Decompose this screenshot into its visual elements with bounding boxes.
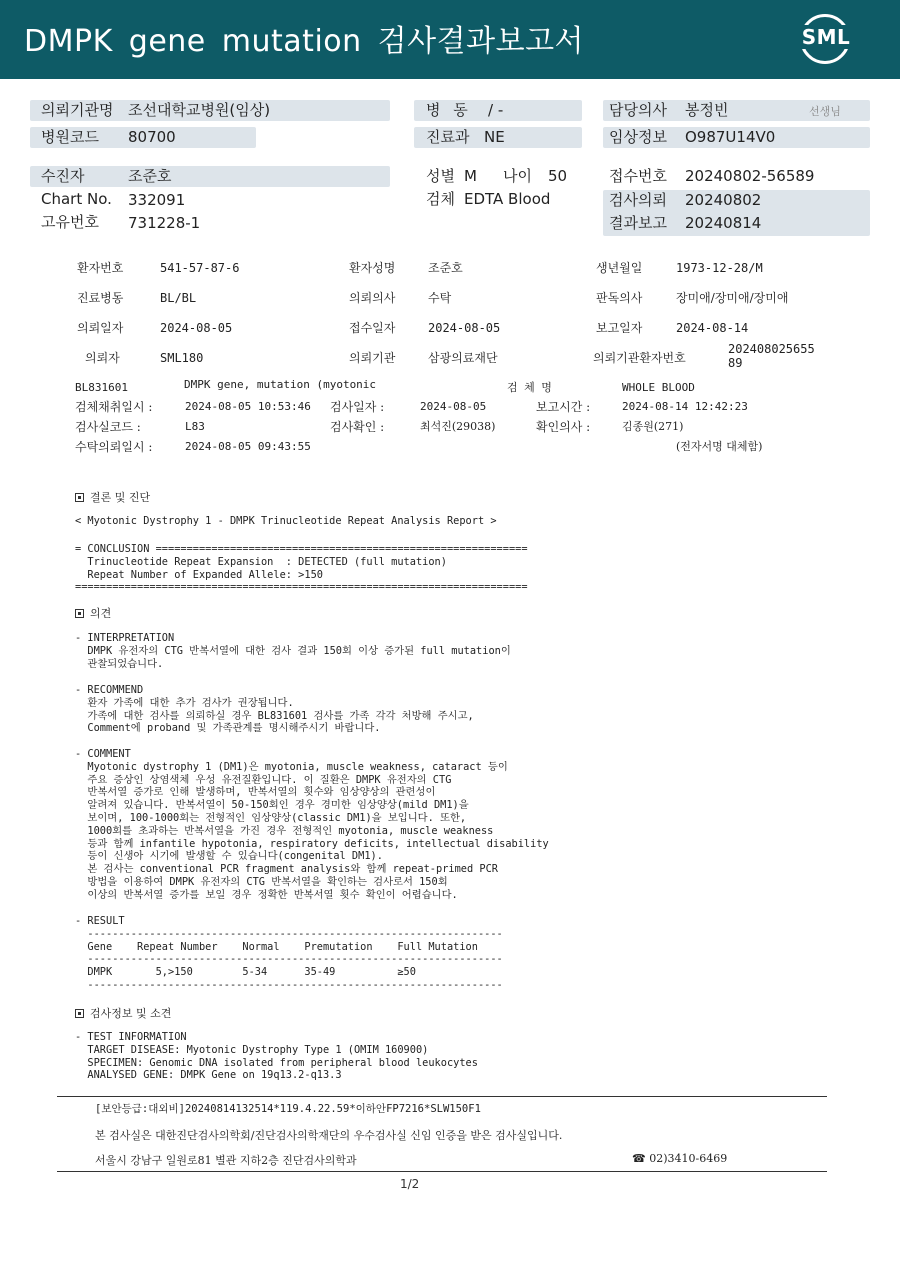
code-value: 80700 bbox=[128, 128, 176, 146]
clinical-value: O987U14V0 bbox=[685, 128, 776, 146]
chart-label: Chart No. bbox=[41, 190, 112, 208]
report-header bbox=[0, 0, 900, 79]
sub-r2-v3: 장미애/장미애/장미애 bbox=[676, 291, 789, 305]
exam-date-value: 2024-08-05 bbox=[420, 400, 487, 413]
req-value: 20240802 bbox=[685, 191, 762, 209]
footer-divider bbox=[57, 1096, 827, 1097]
section-square-icon bbox=[75, 609, 84, 618]
sub-r1-v1: 541-57-87-6 bbox=[160, 261, 240, 275]
sub-r3-v1: 2024-08-05 bbox=[160, 321, 233, 335]
report-time-label: 보고시간 : bbox=[536, 400, 591, 414]
doctor-value: 봉정빈 bbox=[685, 101, 729, 119]
clinical-label: 임상정보 bbox=[609, 128, 667, 146]
sub-r1-l1: 환자번호 bbox=[77, 261, 124, 275]
conclusion-block: = CONCLUSION ============================================================ Trinucleotide Repeat Expansion : DETECTED (full mutation) Repeat Number of Expanded Allele: >150 ========================================================================= bbox=[75, 543, 528, 594]
confirm-value: 최석진(29038) bbox=[420, 420, 496, 433]
esign-note: (전자서명 대체함) bbox=[676, 440, 763, 453]
section-testinfo-text: 검사정보 및 소견 bbox=[90, 1007, 172, 1020]
specimen-value: EDTA Blood bbox=[464, 190, 551, 208]
report-time-value: 2024-08-14 12:42:23 bbox=[622, 400, 748, 413]
doctor-suffix: 선생님 bbox=[809, 105, 841, 118]
age-value: 50 bbox=[548, 167, 568, 185]
section-conclusion-text: 결론 및 진단 bbox=[90, 491, 151, 504]
interpretation-block: - INTERPRETATION DMPK 유전자의 CTG 반복서열에 대한 검사 결과 150회 이상 증가된 full mutation이 관찰되었습니다. bbox=[75, 632, 511, 670]
sub-r3-v3: 2024-08-14 bbox=[676, 321, 749, 335]
outsource-value: 2024-08-05 09:43:55 bbox=[185, 440, 311, 453]
dept-label: 진료과 bbox=[426, 128, 470, 146]
sub-r4-l1: 의뢰자 bbox=[85, 351, 120, 365]
receipt-label: 접수번호 bbox=[609, 167, 667, 185]
sub-r2-v2: 수탁 bbox=[428, 291, 452, 305]
phone-line: ☎ 02)3410-6469 bbox=[632, 1152, 728, 1165]
req-label: 검사의뢰 bbox=[609, 191, 667, 209]
sub-r3-l3: 보고일자 bbox=[596, 321, 643, 335]
report-value: 20240814 bbox=[685, 214, 762, 232]
spec-value: WHOLE BLOOD bbox=[622, 381, 695, 394]
ward-label: 병 동 bbox=[426, 101, 468, 119]
report-title: DMPK gene mutation 검사결과보고서 bbox=[24, 24, 585, 59]
sub-r3-v2: 2024-08-05 bbox=[428, 321, 501, 335]
sub-r1-v3: 1973-12-28/M bbox=[676, 261, 763, 275]
report-label: 결과보고 bbox=[609, 214, 667, 232]
report-subtitle: < Myotonic Dystrophy 1 - DMPK Trinucleotide Repeat Analysis Report > bbox=[75, 515, 497, 527]
doctor-label: 담당의사 bbox=[609, 101, 667, 119]
age-label: 나이 bbox=[503, 167, 532, 185]
section-square-icon bbox=[75, 493, 84, 502]
result-block: - RESULT ------------------------------------------------------------------- Gene Repeat Number Normal Premutation Full Mutation ------------------------------------------------------------------- DMPK 5,>150 5-34 35-49 ≥50 ------------------------------------------------------------------- bbox=[75, 915, 503, 991]
sml-logo bbox=[796, 12, 856, 68]
sub-r2-v1: BL/BL bbox=[160, 291, 197, 305]
section-opinion-title bbox=[75, 605, 111, 621]
collect-label: 검체채취일시 : bbox=[75, 400, 153, 414]
sub-r2-l2: 의뢰의사 bbox=[349, 291, 396, 305]
certification-line: 본 검사실은 대한진단검사의학회/진단검사의학재단의 우수검사실 신임 인증을 받은 검사실입니다. bbox=[95, 1129, 563, 1142]
sub-r4-v2: 삼광의료재단 bbox=[428, 351, 498, 365]
security-line: [보안등급:대외비]20240814132514*119.4.22.59*이하안FP7216*SLW150F1 bbox=[95, 1103, 481, 1115]
section-opinion-text: 의견 bbox=[90, 607, 112, 620]
inst-label: 의뢰기관명 bbox=[41, 101, 114, 119]
sub-r4-l3: 의뢰기관환자번호 bbox=[593, 351, 686, 365]
sub-r2-l3: 판독의사 bbox=[596, 291, 643, 305]
code-label: 병원코드 bbox=[41, 128, 99, 146]
sex-value: M bbox=[464, 167, 477, 185]
confirm-dr-value: 김종원(271) bbox=[622, 420, 684, 433]
confirm-dr-label: 확인의사 : bbox=[536, 420, 591, 434]
collect-value: 2024-08-05 10:53:46 bbox=[185, 400, 311, 413]
logo-text: SML bbox=[796, 25, 856, 49]
sub-r1-v2: 조준호 bbox=[428, 261, 463, 275]
room-value: L83 bbox=[185, 420, 205, 433]
receipt-value: 20240802-56589 bbox=[685, 167, 815, 185]
uid-value: 731228-1 bbox=[128, 214, 201, 232]
page-number: 1/2 bbox=[400, 1177, 420, 1191]
room-label: 검사실코드 : bbox=[75, 420, 141, 434]
sub-r1-l3: 생년월일 bbox=[596, 261, 643, 275]
sex-label: 성별 bbox=[426, 167, 455, 185]
chart-value: 332091 bbox=[128, 191, 186, 209]
spec-label: 검 체 명 bbox=[507, 381, 552, 394]
uid-label: 고유번호 bbox=[41, 213, 99, 231]
recommend-block: - RECOMMEND 환자 가족에 대한 추가 검사가 권장됩니다. 가족에 대한 검사를 의뢰하실 경우 BL831601 검사를 가족 각각 처방해 주시고, Comment에 proband 및 가족관계를 명시해주시기 바랍니다. bbox=[75, 684, 474, 735]
exam-date-label: 검사일자 : bbox=[330, 400, 385, 414]
footer-divider-bottom bbox=[57, 1171, 827, 1172]
inst-value: 조선대학교병원(임상) bbox=[128, 101, 271, 119]
sub-r3-l2: 접수일자 bbox=[349, 321, 396, 335]
confirm-label: 검사확인 : bbox=[330, 420, 385, 434]
specimen-label: 검체 bbox=[426, 190, 455, 208]
test-name: DMPK gene, mutation (myotonic bbox=[184, 378, 377, 391]
section-conclusion-title bbox=[75, 489, 150, 505]
sub-r4-v1: SML180 bbox=[160, 351, 204, 365]
section-testinfo-title bbox=[75, 1005, 171, 1021]
sub-r4-v3: 20240802565589 bbox=[728, 342, 815, 370]
section-square-icon bbox=[75, 1009, 84, 1018]
sub-r2-l1: 진료병동 bbox=[77, 291, 124, 305]
ward-value: / - bbox=[488, 101, 504, 119]
address-line: 서울시 강남구 일원로81 별관 지하2층 진단검사의학과 bbox=[95, 1154, 357, 1167]
sub-r4-l2: 의뢰기관 bbox=[349, 351, 396, 365]
test-code: BL831601 bbox=[75, 381, 128, 394]
patient-label: 수진자 bbox=[41, 167, 85, 185]
comment-block: - COMMENT Myotonic dystrophy 1 (DM1)은 myotonia, muscle weakness, cataract 등이 주요 증상인 상염색체 우성 유전질환입니다. 이 질환은 DMPK 유전자의 CTG 반복서열 증가로 인해 발생하며, 반복서열의 횟수와 임상양상의 관련성이 알려져 있습니다. 반복서열이 50-150회인 경우 경미한 임상양상(mild DM1)을 보이며, 100-1000회는 전형적인 임상양상(classic DM1)을 보입니다. 또한, 1000회를 초과하는 반복서열을 가진 경우 전형적인 myotonia, muscle weakness 등과 함께 infantile hypotonia, respiratory deficits, intellectual disability 등이 신생아 시기에 발생할 수 있습니다(congenital DM1). 본 검사는 conventional PCR fragment analysis와 함께 repeat-primed PCR 방법을 이용하여 DMPK 유전자의 CTG 반복서열을 확인하는 검사로서 150회 이상의 반복서열 증가를 보일 경우 정확한 반복서열 횟수 확인이 어렵습니다. bbox=[75, 748, 549, 901]
dept-value: NE bbox=[484, 128, 505, 146]
sub-r1-l2: 환자성명 bbox=[349, 261, 396, 275]
outsource-label: 수탁의뢰일시 : bbox=[75, 440, 153, 454]
sub-r3-l1: 의뢰일자 bbox=[77, 321, 124, 335]
patient-value: 조준호 bbox=[128, 167, 172, 185]
test-info-block: - TEST INFORMATION TARGET DISEASE: Myotonic Dystrophy Type 1 (OMIM 160900) SPECIMEN: Genomic DNA isolated from peripheral blood leukocytes ANALYSED GENE: DMPK Gene on 19q13.2-q13.3 bbox=[75, 1031, 478, 1082]
